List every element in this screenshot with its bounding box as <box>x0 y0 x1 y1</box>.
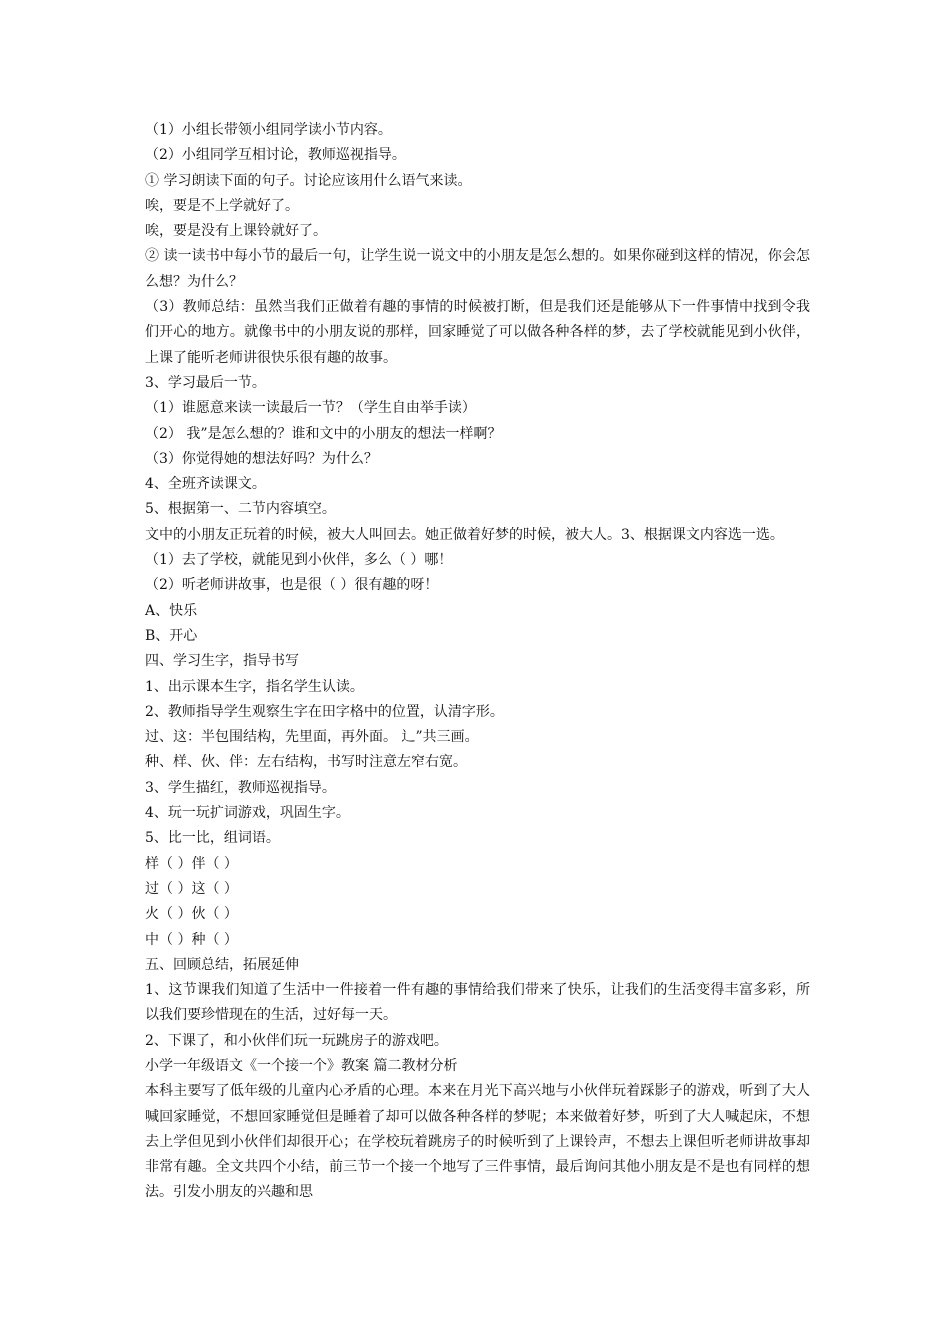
text-line: 5、比一比，组词语。 <box>145 830 280 847</box>
text-line: （2）小组同学互相讨论，教师巡视指导。 <box>145 147 406 164</box>
section-heading: 5、根据第一、二节内容填空。 <box>145 501 336 518</box>
section-heading: 小学一年级语文《一个接一个》教案 篇二教材分析 <box>145 1057 458 1074</box>
text-line: （2） 我”是怎么想的？谁和文中的小朋友的想法一样啊？ <box>145 425 502 442</box>
section-heading: 四、学习生字，指导书写 <box>145 653 299 670</box>
option-item: A、快乐 <box>145 602 198 619</box>
section-heading: 4、全班齐读课文。 <box>145 476 266 493</box>
text-paragraph: 文中的小朋友正玩着的时候，被大人叫回去。她正做着好梦的时候，被大人。3、根据课文内容选一选。 <box>145 526 784 543</box>
text-line: （1）小组长带领小组同学读小节内容。 <box>145 122 392 138</box>
text-line: 2、下课了，和小伙伴们玩一玩跳房子的游戏吧。 <box>145 1032 448 1049</box>
text-line: 4、玩一玩扩词游戏，巩固生字。 <box>145 805 350 822</box>
option-item: B、开心 <box>145 627 198 644</box>
document-body <box>145 118 810 1206</box>
text-line: （3）你觉得她的想法好吗？为什么？ <box>145 450 378 467</box>
text-paragraph: 1、这节课我们知道了生活中一件接着一件有趣的事情给我们带来了快乐，让我们的生活变得丰富多彩，所以我们要珍惜现在的生活，过好每一天。 <box>145 982 810 1024</box>
text-line: 1、出示课本生字，指名学生认读。 <box>145 678 364 695</box>
text-paragraph: （3）教师总结：虽然当我们正做着有趣的事情的时候被打断，但是我们还是能够从下一件事情中找到令我们开心的地方。就像书中的小朋友说的那样，回家睡觉了可以做各种各样的梦，去了学校就能见到小伙伴，上课了能听老师讲很快乐很有趣的故事。 <box>145 299 810 366</box>
exercise-item: 中（ ）种（ ） <box>145 931 238 948</box>
text-line: （1）谁愿意来读一读最后一节？（学生自由举手读） <box>145 400 476 417</box>
text-line: （1）去了学校，就能见到小伙伴，多么（ ）哪！ <box>145 552 453 569</box>
text-line: 唉，要是不上学就好了。 <box>145 197 299 214</box>
text-line: （2）听老师讲故事，也是很（ ）很有趣的呀！ <box>145 577 439 594</box>
text-line: 唉，要是没有上课铃就好了。 <box>145 223 327 240</box>
section-heading: 五、回顾总结，拓展延伸 <box>145 956 299 973</box>
exercise-item: 样（ ）伴（ ） <box>145 855 238 872</box>
text-line: 3、学生描红，教师巡视指导。 <box>145 779 336 796</box>
section-heading: 3、学习最后一节。 <box>145 374 266 391</box>
exercise-item: 火（ ）伙（ ） <box>145 906 238 923</box>
text-paragraph: ② 读一读书中每小节的最后一句，让学生说一说文中的小朋友是怎么想的。如果你碰到这样的情况，你会怎么想？为什么？ <box>145 248 810 290</box>
text-line: 过、这：半包围结构，先里面，再外面。 辶”共三画。 <box>145 729 479 746</box>
text-line: 2、教师指导学生观察生字在田字格中的位置，认清字形。 <box>145 703 504 720</box>
text-line: ① 学习朗读下面的句子。讨论应该用什么语气来读。 <box>145 172 472 189</box>
text-paragraph: 本科主要写了低年级的儿童内心矛盾的心理。本来在月光下高兴地与小伙伴玩着踩影子的游戏，听到了大人喊回家睡觉，不想回家睡觉但是睡着了却可以做各种各样的梦呢；本来做着好梦，听到了大人喊起床，不想去上学但见到小伙伴们却很开心；在学校玩着跳房子的时候听到了上课铃声，不想去上课但听老师讲故事却非常有趣。全文共四个小结，前三节一个接一个地写了三件事情，最后询问其他小朋友是不是也有同样的想法。引发小朋友的兴趣和思 <box>145 1083 810 1201</box>
text-line: 种、样、伙、伴：左右结构，书写时注意左窄右宽。 <box>145 754 467 771</box>
exercise-item: 过（ ）这（ ） <box>145 880 238 897</box>
